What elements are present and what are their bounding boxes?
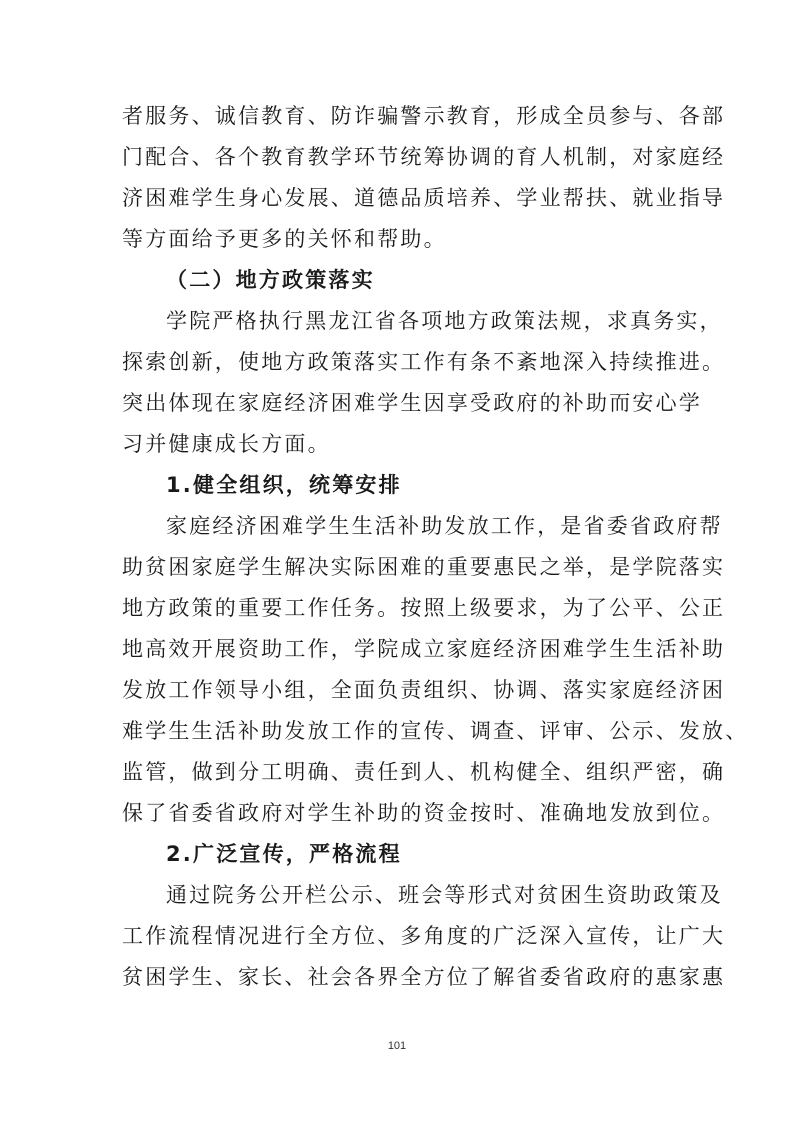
text-line: 助贫困家庭学生解决实际困难的重要惠民之举，是学院落实 [122, 555, 726, 579]
text-line: 地方政策的重要工作任务。按照上级要求，为了公平、公正 [122, 596, 726, 620]
body-text [122, 96, 749, 998]
subsection-heading: 1.健全组织，统筹安排 [166, 473, 402, 497]
text-line: 等方面给予更多的关怀和帮助。 [122, 227, 447, 251]
text-line: 习并健康成长方面。 [122, 432, 331, 456]
text-line: 者服务、诚信教育、防诈骗警示教育，形成全员参与、各部 [122, 104, 726, 128]
text-line: 学院严格执行黑龙江省各项地方政策法规，求真务实， [166, 309, 723, 333]
text-line: 突出体现在家庭经济困难学生因享受政府的补助而安心学 [122, 391, 702, 415]
text-line: 保了省委省政府对学生补助的资金按时、准确地发放到位。 [122, 801, 726, 825]
section-heading: （二）地方政策落实 [166, 268, 375, 292]
text-line: 家庭经济困难学生生活补助发放工作，是省委省政府帮 [166, 514, 723, 538]
text-line: 济困难学生身心发展、道德品质培养、学业帮扶、就业指导 [122, 186, 726, 210]
text-line: 难学生生活补助发放工作的宣传、调查、评审、公示、发放、 [122, 719, 749, 743]
text-line: 工作流程情况进行全方位、多角度的广泛深入宣传，让广大 [122, 924, 726, 948]
text-line: 门配合、各个教育教学环节统筹协调的育人机制，对家庭经 [122, 145, 726, 169]
text-line: 贫困学生、家长、社会各界全方位了解省委省政府的惠家惠 [122, 965, 726, 989]
text-line: 发放工作领导小组，全面负责组织、协调、落实家庭经济困 [122, 678, 726, 702]
text-line: 通过院务公开栏公示、班会等形式对贫困生资助政策及 [166, 883, 723, 907]
page-number: 101 [387, 1040, 407, 1052]
text-line: 监管，做到分工明确、责任到人、机构健全、组织严密，确 [122, 760, 726, 784]
subsection-heading: 2.广泛宣传，严格流程 [166, 842, 402, 866]
text-line: 地高效开展资助工作，学院成立家庭经济困难学生生活补助 [122, 637, 726, 661]
text-line: 探索创新，使地方政策落实工作有条不紊地深入持续推进。 [122, 350, 726, 374]
